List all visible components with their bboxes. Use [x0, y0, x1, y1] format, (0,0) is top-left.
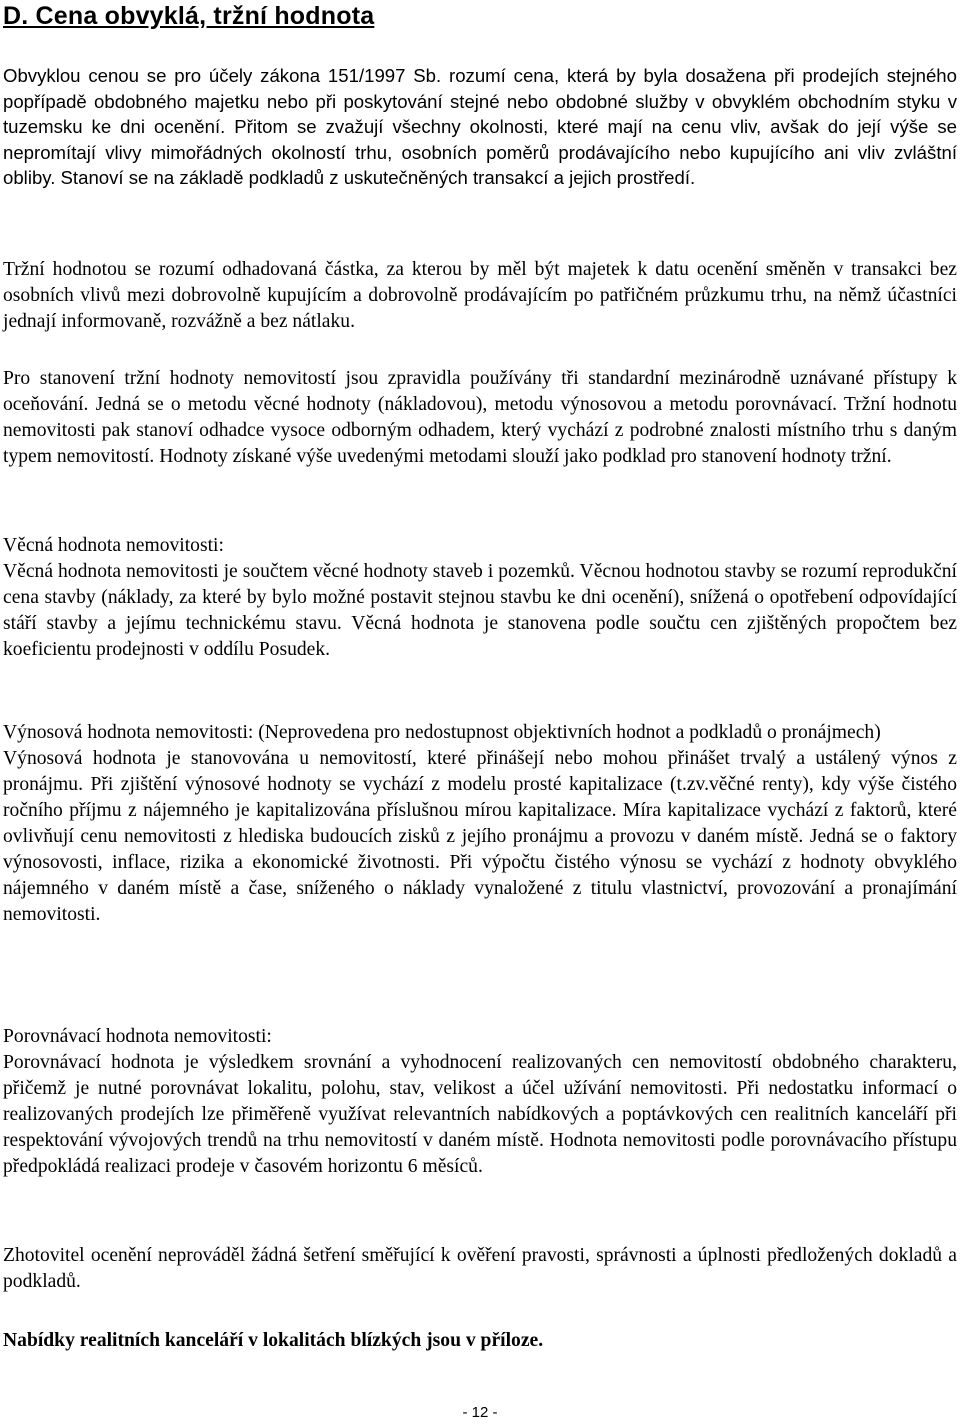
paragraph-obvykla-cena: Obvyklou cenou se pro účely zákona 151/1997 Sb. rozumí cena, která by byla dosažena při prodejích stejného popřípadě obdobného majetku nebo při poskytování stejné nebo obdobné služby v obvyklém obchodním styku v tuzemsku ke dni ocenění. Přitom se zvažují všechny okolnosti, které mají na cenu vliv, avšak do její výše se nepromítají vlivy mimořádných okolností trhu, osobních poměrů prodávajícího nebo kupujícího ani vliv zvláštní obliby. Stanoví se na základě podkladů z uskutečněných transakcí a jejich prostředí. [3, 65, 957, 189]
vecna-text: Věcná hodnota nemovitosti je součtem věcné hodnoty staveb i pozemků. Věcnou hodnotou stavby se rozumí reprodukční cena stavby (náklady, za které by bylo možné postavit stejnou stavbu ke dni ocenění), snížená o opotřebení odpovídající stáří stavby a jejímu technickému stavu. Věcná hodnota je stanovena podle součtu cen zjištěných propočtem bez koeficientu prodejnosti v oddílu Posudek. [3, 561, 957, 660]
porovnavaci-heading: Porovnávací hodnota nemovitosti: [3, 1026, 272, 1047]
paragraph-zhotovitel: Zhotovitel ocenění neprováděl žádná šetření směřující k ověření pravosti, správnosti a úplnosti předložených dokladů a podkladů. [3, 1245, 957, 1292]
vynosova-heading: Výnosová hodnota nemovitosti: (Neprovedena pro nedostupnost objektivních hodnot a podkladů o pronájmech) [3, 722, 881, 743]
paragraph-pristupy: Pro stanovení tržní hodnoty nemovitostí jsou zpravidla používány tři standardní mezinárodně uznávané přístupy k oceňování. Jedná se o metodu věcné hodnoty (nákladovou), metodu výnosovou a metodu porovnávací. Tržní hodnotu nemovitosti pak stanoví odhadce vysoce odborným odhadem, který vychází z podrobné znalosti místního trhu s daným typem nemovitostí. Hodnoty získané výše uvedenými metodami slouží jako podklad pro stanovení hodnoty tržní. [3, 368, 957, 467]
page-number: - 12 - [462, 1404, 498, 1421]
paragraph-nabidky: Nabídky realitních kanceláří v lokalitách blízkých jsou v příloze. [3, 1330, 544, 1351]
section-vynosova-hodnota [3, 720, 957, 928]
paragraph-trzni-hodnota: Tržní hodnotou se rozumí odhadovaná částka, za kterou by měl být majetek k datu ocenění směněn v transakci bez osobních vlivů mezi dobrovolně kupujícím a dobrovolně prodávajícím po patřičném průzkumu trhu, na němž účastníci jednají informovaně, rozvážně a bez nátlaku. [3, 259, 957, 332]
porovnavaci-text: Porovnávací hodnota je výsledkem srovnání a vyhodnocení realizovaných cen nemovitostí obdobného charakteru, přičemž je nutné porovnávat lokalitu, polohu, stav, velikost a účel užívání nemovitosti. Při nedostatku informací o realizovaných prodejích lze přiměřeně využívat relevantních nabídkových a poptávkových cen realitních kanceláří při respektování vývojových trendů na trhu nemovitostí v daném místě. Hodnota nemovitosti podle porovnávacího přístupu předpokládá realizaci prodeje v časovém horizontu 6 měsíců. [3, 1052, 957, 1177]
section-porovnavaci-hodnota [3, 1024, 957, 1180]
vynosova-text: Výnosová hodnota je stanovována u nemovitostí, které přinášejí nebo mohou přinášet trvalý a ustálený výnos z pronájmu. Při zjištění výnosové hodnoty se vychází z modelu prosté kapitalizace (t.zv.věčné renty), kdy výše čistého ročního příjmu z nájemného je kapitalizována příslušnou mírou kapitalizace. Míra kapitalizace vychází z faktorů, které ovlivňují cenu nemovitosti z hlediska budoucích zisků z jejího pronájmu a provozu v daném místě. Jedná se o faktory výnosovosti, inflace, rizika a ekonomické životnosti. Při výpočtu čistého výnosu se vychází z hodnoty obvyklého nájemného v daném místě a čase, sníženého o náklady vynaložené z titulu vlastnictví, provozování a pronajímání nemovitosti. [3, 748, 957, 925]
section-title: D. Cena obvyklá, tržní hodnota [3, 2, 375, 30]
vecna-heading: Věcná hodnota nemovitosti: [3, 535, 224, 556]
section-vecna-hodnota [3, 533, 957, 663]
